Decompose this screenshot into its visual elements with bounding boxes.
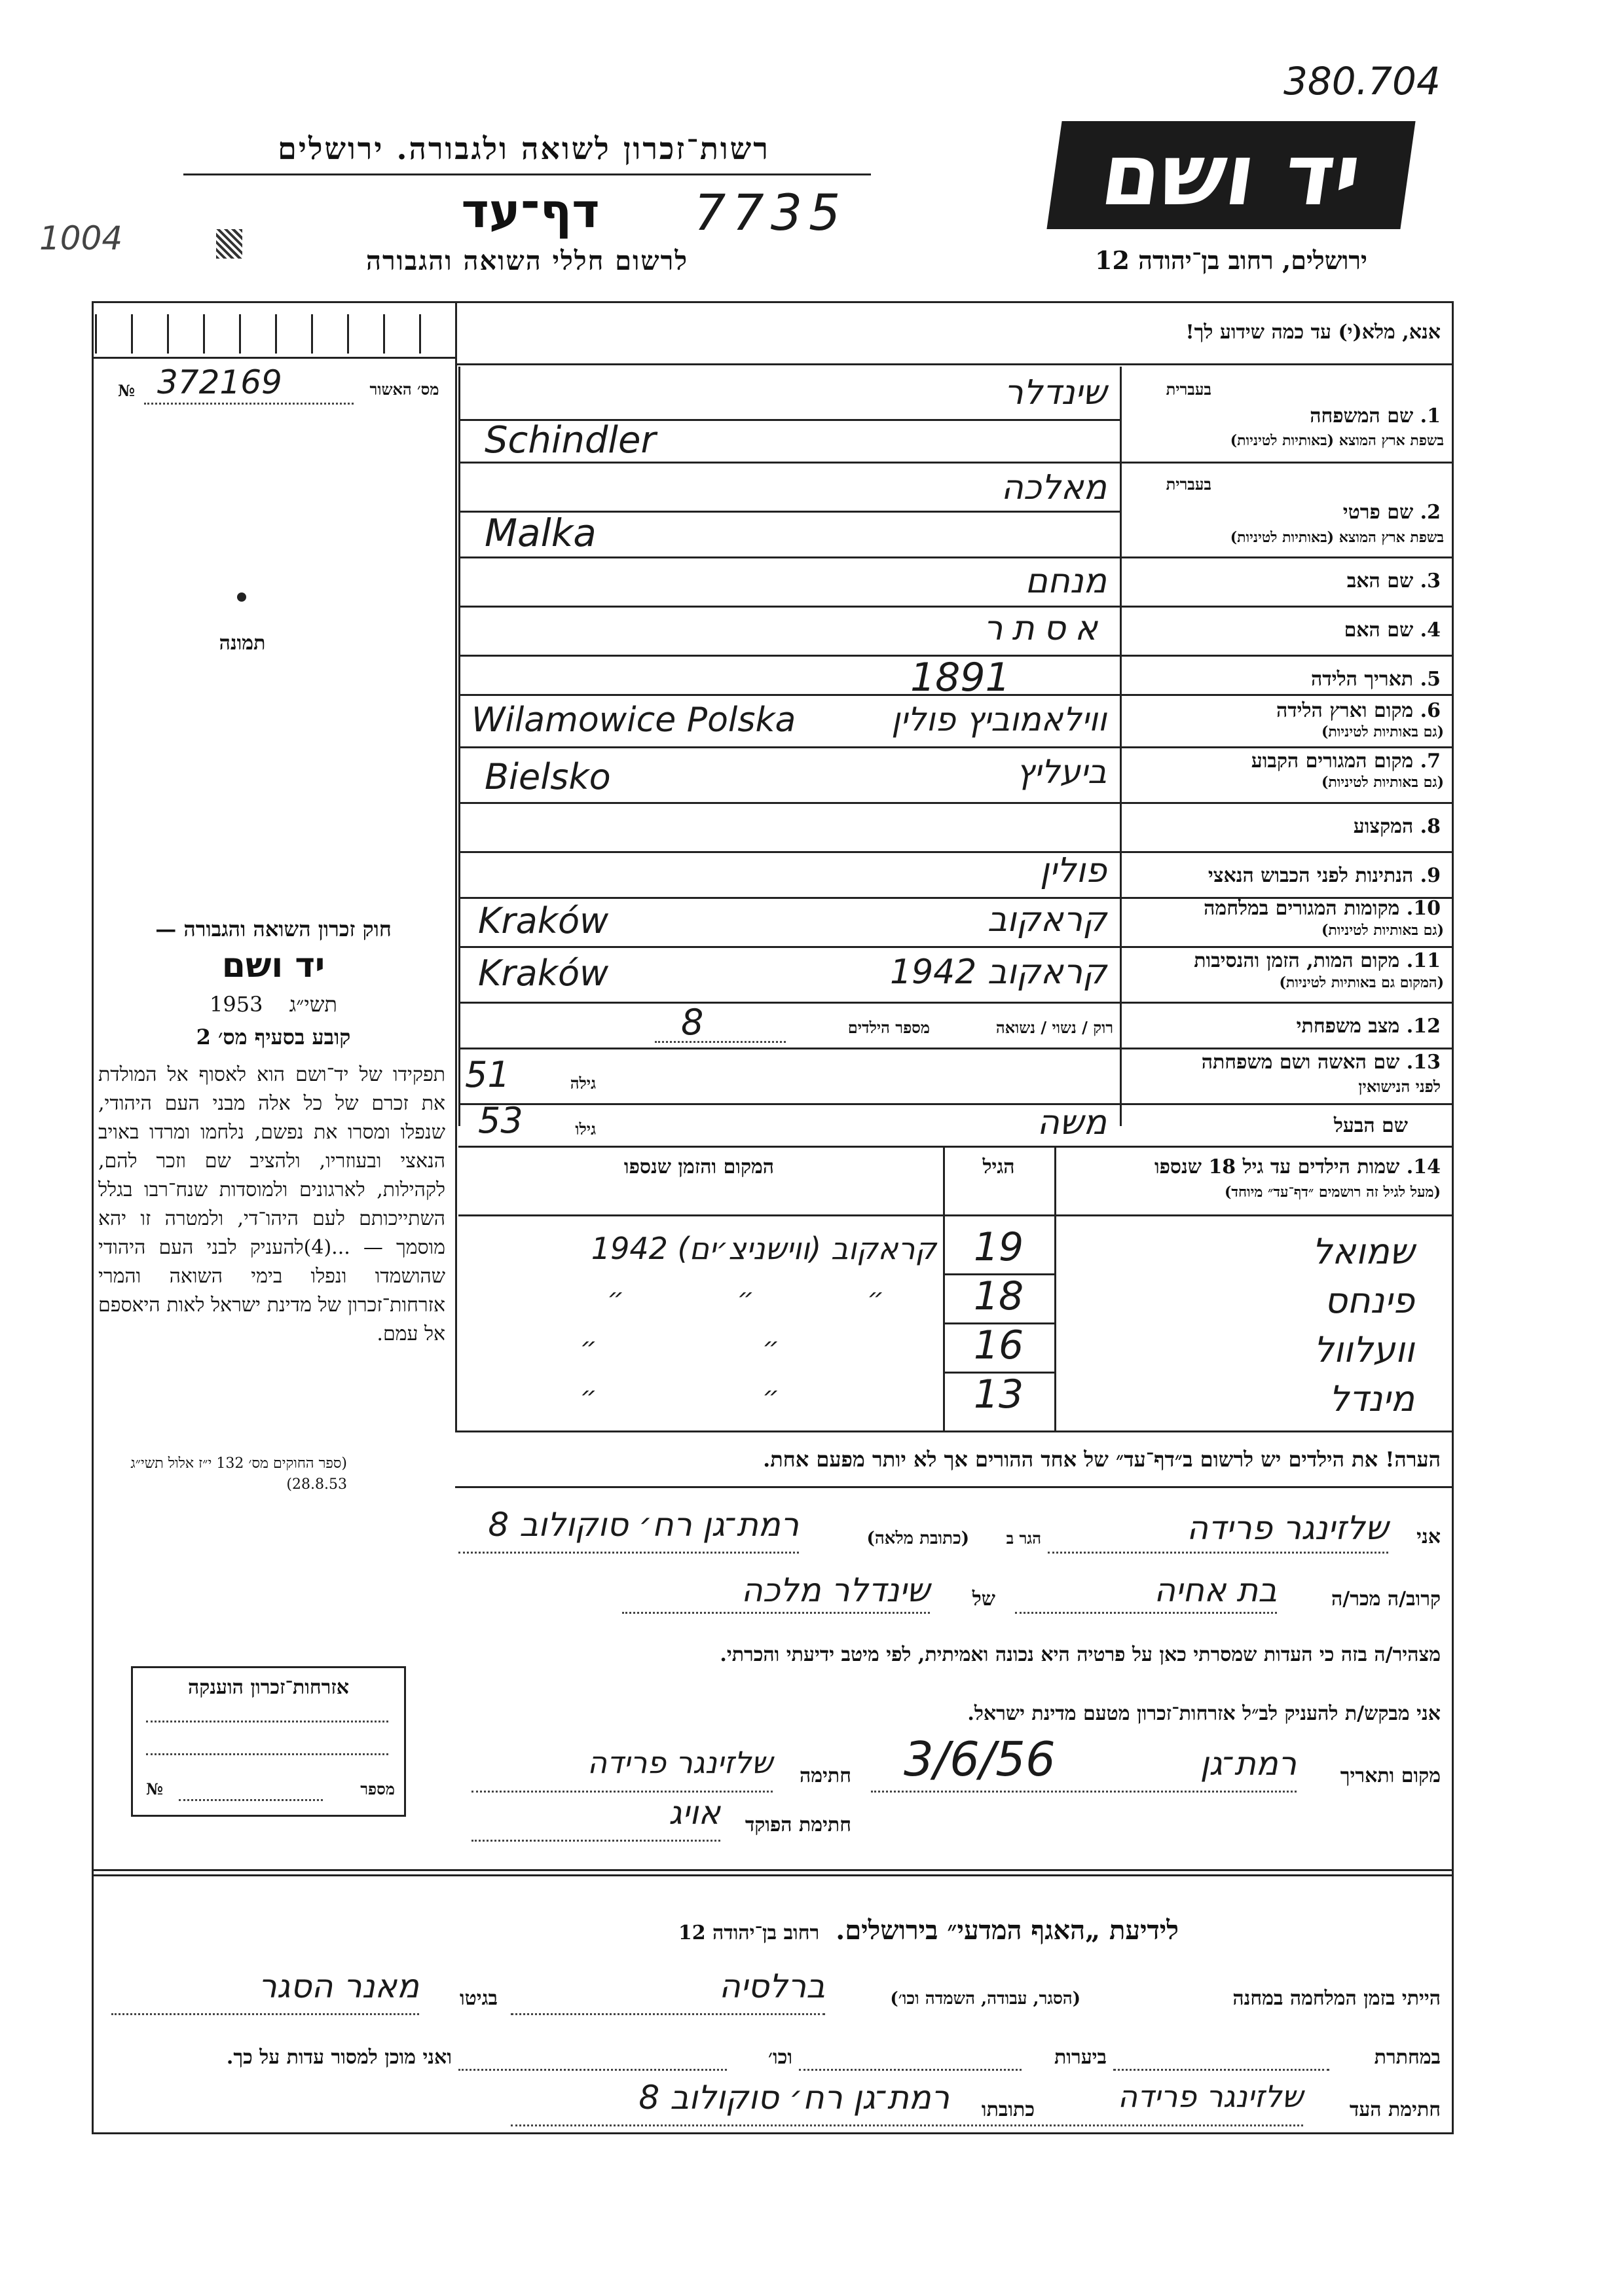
declaration-request: אני מבקש/ת להעניק לב״ל אזרחות־זכרון מטעם מדינת ישראל. — [967, 1702, 1441, 1725]
of-name: שינדלר מלכה — [741, 1571, 930, 1609]
ghetto-line — [111, 2013, 419, 2015]
children-subtitle: (מעל לגיל זה רושמים ״דף־עד״ מיוחד) — [1224, 1184, 1441, 1201]
law-title: חוק זכרון השואה והגבורה — — [155, 917, 392, 941]
declaration-date: 3/6/56 — [904, 1732, 1056, 1787]
field-10-value-hebrew: קראקוב — [987, 900, 1107, 939]
field-7-divider — [458, 802, 1454, 804]
authority-name: רשות־זכרון לשואה ולגבורה. ירושלים — [278, 131, 770, 166]
stamp-mark — [216, 229, 242, 259]
field-2-label: 2. שם פרטי — [1342, 501, 1441, 524]
field-1-divider — [458, 462, 1454, 464]
photo-label: תמונה — [219, 632, 266, 655]
field-1-value-latin: Schindler — [485, 419, 656, 462]
file-number: 380.704 — [1283, 59, 1441, 103]
relative-label: קרוב/ה מכר/ה — [1331, 1588, 1441, 1611]
field-4-value: אסתר — [983, 609, 1107, 648]
field-6-note: (גם באותיות לטיניות) — [1321, 723, 1444, 740]
child-2-age: 18 — [973, 1273, 1024, 1319]
field-12-options: רוק / נשוי / נשואה — [995, 1018, 1113, 1037]
field-7-note: (גם באותיות לטיניות) — [1321, 774, 1444, 791]
field-11-label: 11. מקום המות, הזמן והנסיבות — [1194, 949, 1441, 972]
citizenship-box — [131, 1666, 406, 1817]
law-year: 1953 — [210, 992, 263, 1017]
law-reference: (ספר החוקים מס׳ 132 י״ז אלול תשי״ג 28.8.53) — [130, 1455, 347, 1493]
bottom-divider-1 — [92, 1869, 1454, 1871]
place-date-label: מקום ותאריך — [1340, 1764, 1441, 1787]
field-2-value-latin: Malka — [485, 511, 597, 555]
field-12-divider — [458, 1048, 1454, 1049]
declaration-place: רמת־גן — [1200, 1745, 1297, 1783]
field-13-note: לפני הנישואין — [1358, 1077, 1441, 1096]
approval-label: מס׳ האשור — [369, 380, 439, 399]
field-11-value-latin: Kraków — [478, 953, 609, 994]
field-10-value-latin: Kraków — [478, 900, 609, 941]
declaration-statement: מצהיר/ה בזה כי העדות שמסרתי כאן על פרטיה היא נכונה ואמיתית, לפי מיטב ידיעתי והכרתי. — [720, 1643, 1441, 1666]
citizenship-line-2 — [146, 1753, 388, 1755]
field-8-label: 8. המקצוע — [1353, 815, 1441, 838]
citizenship-number-line — [179, 1799, 323, 1801]
underground-line — [1113, 2069, 1329, 2071]
camp-value: ברלסיה — [719, 1967, 825, 2005]
left-number: 1004 — [39, 219, 123, 257]
law-section: קובע בסעיף מס׳ 2 — [196, 1025, 351, 1049]
field-2-divider — [458, 556, 1454, 558]
underground-label: במחתרת — [1374, 2046, 1441, 2069]
ghetto-value: מאנר הסגר — [258, 1967, 419, 2005]
field-6-label: 6. מקום וארץ הלידה — [1276, 699, 1441, 722]
witness-label: חתימת העד — [1349, 2098, 1441, 2121]
child-1-name: שמואל — [1312, 1231, 1414, 1272]
bottom-heading-address: רחוב בן־יהודה 12 — [678, 1922, 820, 1944]
field-6-value-hebrew: ווילאמוביץ פולין — [891, 701, 1107, 738]
field-13-age-label: גילה — [570, 1074, 596, 1093]
field-3-value: מנחם — [1025, 562, 1107, 601]
field-7-label: 7. מקום המגורים הקבוע — [1251, 750, 1441, 773]
children-title: 14. שמות הילדים עד גיל 18 שנספו — [1154, 1156, 1441, 1178]
forests-line — [799, 2069, 1022, 2071]
ghetto-label: בגיטו — [459, 1987, 498, 2010]
signature-label: חתימה — [800, 1764, 851, 1787]
resident-label: הגר ב — [1006, 1529, 1041, 1548]
field-13-age-value: 51 — [465, 1054, 510, 1095]
remark: הערה! את הילדים יש לרשום ב״דף־עד״ של אחד ההורים אך לא יותר מפעם אחת. — [763, 1447, 1441, 1472]
declaration-signature: שלזינגר פרידה — [587, 1745, 773, 1780]
child-4-place: ״ ״ — [580, 1381, 858, 1412]
camp-line — [511, 2013, 825, 2015]
field-13-label: 13. שם האשה ושם משפחתה — [1201, 1051, 1441, 1074]
field-4-label: 4. שם האם — [1344, 619, 1441, 642]
etc-line — [458, 2069, 727, 2071]
signature-line — [471, 1791, 773, 1793]
field-10-label: 10. מקומות המגורים במלחמה — [1204, 897, 1441, 920]
declarant-address: רמת־גן רח׳ סוקולוב 8 — [488, 1506, 799, 1544]
husband-value: משה — [1037, 1103, 1107, 1142]
law-year-line — [98, 992, 449, 1017]
field-11-value-hebrew: קראקוב 1942 — [890, 953, 1107, 992]
field-6-divider — [458, 746, 1454, 748]
bottom-heading-text: לידיעת „האגף המדעי״ בירושלים. — [836, 1915, 1179, 1946]
etc-label: וכו׳ — [768, 2046, 792, 2069]
page-number: 7735 — [694, 183, 847, 242]
field-9-value: פולין — [1040, 851, 1107, 890]
declarant-name: שלזינגר פרידה — [1187, 1509, 1388, 1547]
witness-address: רמת־גן רח׳ סוקולוב 8 — [638, 2079, 950, 2117]
logo-text: יד ושם — [1095, 125, 1367, 225]
approval-ticks — [95, 314, 452, 354]
approval-line — [144, 403, 354, 405]
child-4-age: 13 — [973, 1372, 1024, 1417]
field-12-label: 12. מצב משפחתי — [1296, 1015, 1441, 1038]
husband-divider — [458, 1146, 1454, 1148]
field-2-note: בשפת ארץ המוצא (באותיות לטיניות) — [1230, 529, 1444, 546]
field-6-value-latin: Wilamowice Polska — [471, 701, 796, 740]
field-5-divider — [458, 694, 1454, 696]
photo-dot — [237, 592, 246, 602]
child-3-age: 16 — [973, 1322, 1024, 1368]
field-3-divider — [458, 606, 1454, 608]
declaration-ani: אני — [1416, 1525, 1441, 1548]
field-12-children-line — [655, 1041, 786, 1043]
field-10-divider — [458, 946, 1454, 948]
declarant-name-line — [1048, 1552, 1388, 1554]
children-col-age: הגיל — [982, 1156, 1015, 1178]
bottom-line-1-note: (הסגר, עבודה, השמדה וכו׳) — [890, 1989, 1080, 2009]
citizenship-number-label: מספר — [360, 1779, 395, 1798]
field-9-label: 9. הנתינות לפני הכבוש הנאצי — [1208, 864, 1441, 887]
bottom-heading — [458, 1915, 1179, 1946]
form-subtitle: לרשום חללי השואה והגבורה — [365, 246, 689, 276]
field-2-value-hebrew: מאלכה — [1001, 468, 1107, 507]
form-title: דף־עד — [461, 183, 600, 238]
bottom-divider-2 — [92, 1874, 1454, 1876]
ready-label: ואני מוכן למסור עדות על כך. — [226, 2046, 452, 2069]
authority-underline — [183, 173, 871, 175]
field-1-value-hebrew: שינדלר — [1004, 373, 1107, 412]
left-column-divider — [455, 301, 457, 1430]
field-1-hebrew-tag: בעברית — [1166, 380, 1211, 399]
witness-signature: שלזינגר פרידה — [1117, 2079, 1303, 2114]
approval-ticks-base — [94, 357, 455, 359]
of-name-line — [622, 1612, 930, 1614]
relation-line — [1015, 1612, 1277, 1614]
bottom-line-1-prefix: הייתי בזמן המלחמה במחנה — [1232, 1987, 1441, 2010]
field-7-value-latin: Bielsko — [485, 756, 611, 797]
field-11-divider — [458, 1002, 1454, 1004]
child-1-place: קראקוב (ווישניצ׳ים) 1942 — [591, 1231, 936, 1266]
field-5-label: 5. תאריך הלידה — [1311, 668, 1441, 691]
field-1-note: בשפת ארץ המוצא (באותיות לטיניות) — [1230, 432, 1444, 449]
children-header-divider — [458, 1214, 1454, 1216]
relation-value: בת אחיה — [1154, 1571, 1277, 1609]
remark-divider — [455, 1486, 1454, 1488]
field-3-label: 3. שם האב — [1346, 570, 1441, 592]
official-line — [471, 1840, 720, 1842]
place-date-line — [871, 1791, 1297, 1793]
law-text: תפקידו של יד־ושם הוא לאסוף אל המולדת את זכרם של כל אלה מבני העם היהודי, שנפלו ומסרו את נפשם, נלחמו ומרדו באויב הנאצי ובעוזריו, ולהציב שם וזכר להם, לקהילות, לארגונים ולמוסדות שנח־רבו בגלל השתייכותם לעם היהו־די, ולמטרה זו יהא מוסמך — ...(4)להעניק לבני העם היהודי שהושמדו ונפלו בימי השואה והמרי אזרחות־זכרון של מדינת ישראל לאות היאספם אל עמם. — [98, 1063, 446, 1345]
citizenship-title: אזרחות־זכרון הוענקה — [187, 1676, 350, 1699]
citizenship-prefix: № — [146, 1779, 164, 1798]
child-3-place: ״ ״ — [580, 1332, 858, 1362]
children-col-place: המקום והזמן שנספו — [623, 1156, 775, 1178]
child-4-name: מינדל — [1329, 1378, 1414, 1419]
law-year-hebrew: תשי״ג — [289, 992, 337, 1017]
official-signature: אויג — [669, 1794, 720, 1832]
field-7-value-hebrew: ביעליץ — [1016, 753, 1107, 791]
field-12-children-label: מספר הילדים — [847, 1018, 930, 1037]
field-2-hebrew-tag: בעברית — [1166, 475, 1211, 494]
witness-line — [511, 2124, 1303, 2126]
citizenship-line-1 — [146, 1721, 388, 1722]
husband-age-value: 53 — [478, 1100, 523, 1141]
child-2-name: פינחס — [1324, 1280, 1414, 1321]
witness-address-label: כתובתו — [981, 2098, 1035, 2121]
approval-prefix: № — [118, 381, 136, 400]
child-2-place: ״ ״ ״ — [607, 1283, 936, 1313]
address-note: (כתובת מלאה) — [866, 1529, 969, 1548]
field-10-note: (גם באותיות לטיניות) — [1321, 922, 1444, 939]
children-table-bottom — [455, 1430, 1454, 1432]
field-12-children-value: 8 — [681, 1002, 704, 1043]
intro-text: אנא, מלא(י) עד כמה שידוע לך! — [1185, 321, 1441, 344]
of-label: של — [972, 1588, 995, 1611]
declarant-address-line — [458, 1552, 799, 1554]
logo — [1046, 121, 1415, 229]
field-1-label: 1. שם המשפחה — [1310, 405, 1441, 428]
intro-divider — [455, 363, 1454, 365]
official-label: חתימת הפוקד — [745, 1813, 851, 1836]
children-col-1 — [1054, 1146, 1056, 1430]
field-11-note: (המקום גם באותיות לטיניות) — [1279, 974, 1444, 991]
child-3-name: וועלוול — [1313, 1329, 1414, 1370]
header-address: ירושלים, רחוב בן־יהודה 12 — [1095, 246, 1367, 275]
field-5-value: 1891 — [910, 655, 1010, 701]
husband-age-label: גילו — [575, 1120, 596, 1139]
child-1-age: 19 — [973, 1224, 1024, 1270]
forests-label: ביערות — [1054, 2046, 1107, 2069]
approval-number: 372169 — [157, 363, 282, 401]
law-name: יד ושם — [221, 946, 325, 985]
husband-label: שם הבעל — [1333, 1114, 1408, 1137]
children-col-2 — [943, 1146, 945, 1430]
